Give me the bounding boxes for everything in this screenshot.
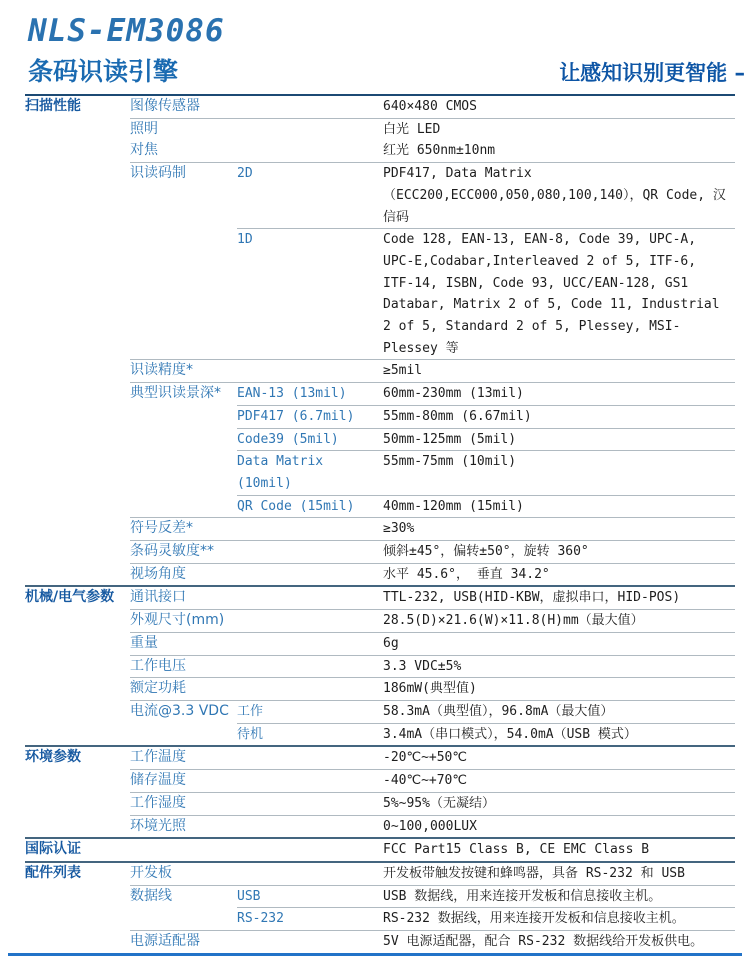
value-cell: -40℃~+70℃ xyxy=(383,769,735,792)
param-label-cell: 工作湿度 xyxy=(130,792,237,815)
param-label-cell: 图像传感器 xyxy=(130,98,200,114)
sub-label-cell xyxy=(237,632,383,655)
value-cell: RS-232 数据线，用来连接开发板和信息接收主机。 xyxy=(383,907,735,930)
section-label-cell xyxy=(25,885,130,908)
sub-label-cell xyxy=(237,140,383,162)
value-cell: USB 数据线，用来连接开发板和信息接收主机。 xyxy=(383,885,735,908)
sub-label-cell: 2D xyxy=(237,162,383,228)
param-label-cell xyxy=(130,228,237,359)
sub-label-cell xyxy=(237,792,383,815)
section-label-cell: 配件列表 xyxy=(25,864,81,881)
param-label-cell: 对焦 xyxy=(130,142,158,159)
table-row xyxy=(25,495,735,518)
param-label-cell: 外观尺寸(mm) xyxy=(130,609,237,632)
table-row xyxy=(25,162,735,228)
param-label-cell: 额定功耗 xyxy=(130,677,237,700)
value-cell: TTL-232, USB(HID-KBW，虚拟串口，HID-POS) xyxy=(383,590,681,606)
value-cell: 水平 45.6°， 垂直 34.2° xyxy=(383,563,735,586)
param-label-cell: 电源适配器 xyxy=(130,930,237,953)
section-label-cell xyxy=(25,450,130,494)
sub-label-cell xyxy=(237,563,383,586)
param-label-cell: 条码灵敏度** xyxy=(130,540,237,563)
product-model: NLS-EM3086 xyxy=(28,13,225,49)
param-label-cell xyxy=(130,907,237,930)
section-label-cell xyxy=(25,609,130,632)
sub-label-cell xyxy=(237,359,383,382)
table-row xyxy=(25,632,735,655)
value-cell: 倾斜±45°，偏转±50°，旋转 360° xyxy=(383,540,735,563)
section-label-cell: 机械/电气参数 xyxy=(25,589,115,606)
param-label-cell: 识读码制 xyxy=(130,162,237,228)
table-row xyxy=(25,540,735,563)
section-label-cell xyxy=(25,382,130,405)
section-label-cell xyxy=(25,405,130,428)
value-cell: 红光 650nm±10nm xyxy=(383,143,496,159)
param-label-cell: 重量 xyxy=(130,632,237,655)
header xyxy=(0,0,750,88)
table-row xyxy=(25,118,735,141)
table-row xyxy=(25,609,735,632)
sub-label-cell: 工作 xyxy=(237,700,383,723)
value-cell: ≥30% xyxy=(383,517,735,540)
value-cell: 开发板带触发按键和蜂鸣器，具备 RS-232 和 USB xyxy=(383,865,685,881)
sub-label-cell xyxy=(237,118,383,141)
table-row xyxy=(25,839,735,861)
param-label-cell: 环境光照 xyxy=(130,815,237,838)
param-label-cell: 储存温度 xyxy=(130,769,237,792)
section-label-cell xyxy=(25,228,130,359)
value-cell: 3.3 VDC±5% xyxy=(383,655,735,678)
sub-label-cell xyxy=(237,863,383,885)
sub-label-cell: EAN-13 (13mil) xyxy=(237,382,383,405)
table-row xyxy=(25,677,735,700)
section-label-cell xyxy=(25,517,130,540)
sub-label-cell xyxy=(237,96,383,118)
table-row xyxy=(25,96,735,118)
value-cell: ≥5mil xyxy=(383,359,735,382)
param-label-cell: 电流@3.3 VDC xyxy=(130,700,237,723)
sub-label-cell xyxy=(237,655,383,678)
table-row xyxy=(25,517,735,540)
table-row xyxy=(25,450,735,494)
sub-label-cell xyxy=(237,609,383,632)
sub-label-cell xyxy=(237,769,383,792)
table-row xyxy=(25,587,735,609)
section-label-cell xyxy=(25,428,130,451)
param-label-cell: 视场角度 xyxy=(130,563,237,586)
section-label-cell xyxy=(25,540,130,563)
product-subtitle: 条码识读引擎 xyxy=(28,57,179,86)
value-cell: 3.4mA（串口模式），54.0mA（USB 模式） xyxy=(383,723,735,746)
section-label-cell xyxy=(25,792,130,815)
section-label-cell xyxy=(25,930,130,953)
value-cell: 186mW(典型值) xyxy=(383,677,735,700)
sub-label-cell: 待机 xyxy=(237,723,383,746)
sub-label-cell: USB xyxy=(237,885,383,908)
header-row xyxy=(28,56,745,88)
param-label-cell: 通讯接口 xyxy=(130,589,186,606)
param-label-cell: 照明 xyxy=(130,118,237,141)
param-label-cell xyxy=(130,839,237,861)
value-cell: 55mm-80mm (6.67mil) xyxy=(383,405,735,428)
sub-label-cell: PDF417 (6.7mil) xyxy=(237,405,383,428)
param-label-cell: 数据线 xyxy=(130,885,237,908)
sub-label-cell: Data Matrix (10mil) xyxy=(237,450,383,494)
sub-label-cell xyxy=(237,747,383,769)
sub-label-cell xyxy=(237,540,383,563)
table-row xyxy=(25,382,735,405)
section-label-cell: 国际认证 xyxy=(25,841,81,858)
table-row xyxy=(25,655,735,678)
table-row xyxy=(25,700,735,723)
value-cell: 640×480 CMOS xyxy=(383,99,477,114)
sub-label-cell xyxy=(237,930,383,953)
section-label-cell xyxy=(25,118,130,141)
table-row xyxy=(25,140,735,162)
param-label-cell xyxy=(130,428,237,451)
table-row xyxy=(25,792,735,815)
param-label-cell xyxy=(130,450,237,494)
value-cell: 5V 电源适配器，配合 RS-232 数据线给开发板供电。 xyxy=(383,930,735,953)
section-label-cell xyxy=(25,632,130,655)
value-cell: 5%~95%（无凝结） xyxy=(383,792,735,815)
param-label-cell: 工作电压 xyxy=(130,655,237,678)
section-label-cell xyxy=(25,815,130,838)
table-row xyxy=(25,907,735,930)
brand-slogan: 让感知识别更智能 – xyxy=(559,61,745,85)
table-row xyxy=(25,769,735,792)
value-cell: 50mm-125mm (5mil) xyxy=(383,428,735,451)
param-label-cell xyxy=(130,405,237,428)
sub-label-cell xyxy=(237,517,383,540)
table-row xyxy=(25,930,735,953)
value-cell: 60mm-230mm (13mil) xyxy=(383,382,735,405)
param-label-cell: 典型识读景深* xyxy=(130,382,237,405)
value-cell: 6g xyxy=(383,632,735,655)
table-row xyxy=(25,723,735,746)
section-label-cell xyxy=(25,162,130,228)
table-row xyxy=(25,885,735,908)
table-row xyxy=(25,428,735,451)
sub-label-cell xyxy=(237,815,383,838)
value-cell: 55mm-75mm (10mil) xyxy=(383,450,735,494)
table-row xyxy=(25,863,735,885)
section-label-cell xyxy=(25,907,130,930)
param-label-cell: 识读精度* xyxy=(130,359,237,382)
sub-label-cell xyxy=(237,587,383,609)
table-row xyxy=(25,815,735,838)
section-label-cell xyxy=(25,655,130,678)
section-label-cell xyxy=(25,677,130,700)
param-label-cell: 开发板 xyxy=(130,864,172,881)
section-label-cell xyxy=(25,723,130,746)
value-cell: PDF417, Data Matrix（ECC200,ECC000,050,080,100,140），QR Code, 汉信码 xyxy=(383,162,735,228)
section-label-cell: 环境参数 xyxy=(25,749,81,766)
value-cell: 白光 LED xyxy=(383,118,735,141)
param-label-cell xyxy=(130,495,237,518)
param-label-cell xyxy=(130,723,237,746)
section-label-cell xyxy=(25,563,130,586)
section-label-cell xyxy=(25,359,130,382)
section-label-cell xyxy=(25,140,130,162)
value-cell: FCC Part15 Class B, CE EMC Class B xyxy=(383,842,650,858)
param-label-cell: 符号反差* xyxy=(130,517,237,540)
section-label-cell xyxy=(25,769,130,792)
section-label-cell xyxy=(25,495,130,518)
table-row xyxy=(25,359,735,382)
table-row xyxy=(25,405,735,428)
section-label-cell: 扫描性能 xyxy=(25,98,81,114)
table-row xyxy=(25,563,735,586)
value-cell: 28.5(D)×21.6(W)×11.8(H)mm（最大值） xyxy=(383,609,735,632)
value-cell: 40mm-120mm (15mil) xyxy=(383,495,735,518)
sub-label-cell: RS-232 xyxy=(237,907,383,930)
value-cell: 58.3mA（典型值），96.8mA（最大值） xyxy=(383,700,735,723)
footer-divider xyxy=(8,953,742,956)
sub-label-cell: QR Code (15mil) xyxy=(237,495,383,518)
value-cell: Code 128, EAN-13, EAN-8, Code 39, UPC-A, UPC-E,Codabar,Interleaved 2 of 5, ITF-6, ITF-14, ISBN, Code 93, UCC/EAN-128, GS1 Databar, Matrix 2 of 5, Code 11, Industrial 2 of 5, Standard 2 of 5, Plessey, MSI-Plessey 等 xyxy=(383,228,735,359)
table-row xyxy=(25,747,735,769)
sub-label-cell xyxy=(237,677,383,700)
sub-label-cell: Code39 (5mil) xyxy=(237,428,383,451)
value-cell: 0~100,000LUX xyxy=(383,815,735,838)
sub-label-cell xyxy=(237,839,383,861)
sub-label-cell: 1D xyxy=(237,228,383,359)
section-label-cell xyxy=(25,700,130,723)
param-label-cell: 工作温度 xyxy=(130,749,186,766)
table-row xyxy=(25,228,735,359)
spec-table xyxy=(25,96,735,953)
value-cell: -20℃~+50℃ xyxy=(383,750,467,766)
